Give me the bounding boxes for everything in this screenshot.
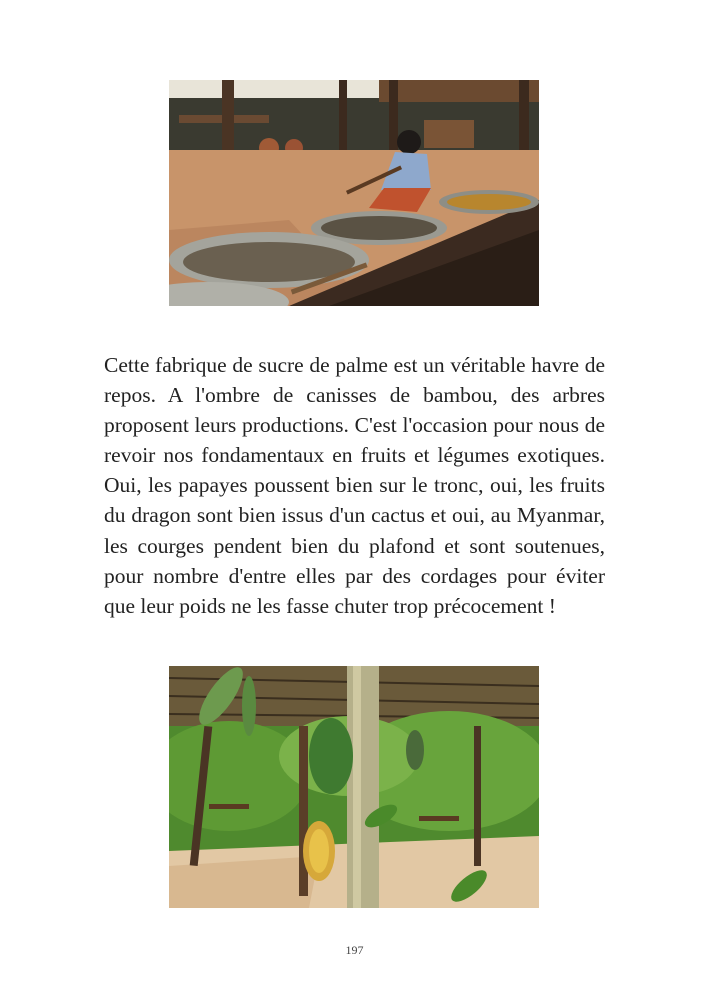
page-number: 197 xyxy=(345,943,364,957)
photo-palm-sugar-woks xyxy=(169,80,539,306)
photo-papaya-garden xyxy=(169,666,539,908)
body-paragraph: Cette fabrique de sucre de palme est un véritable havre de repos. A l'ombre de canisses de bambou, des arbres proposent leurs productions. C'est l'occasion pour nous de revoir nos fondamentaux en fruits et légumes exotiques. Oui, les papayes poussent bien sur le tronc, oui, les fruits du dragon sont bien issus d'un cactus et oui, au Myanmar, les courges pendent bien du plafond et sont soutenues, pour nombre d'entre elles par des cordages pour éviter que leur poids ne les fasse chuter trop précocement ! xyxy=(104,353,605,618)
